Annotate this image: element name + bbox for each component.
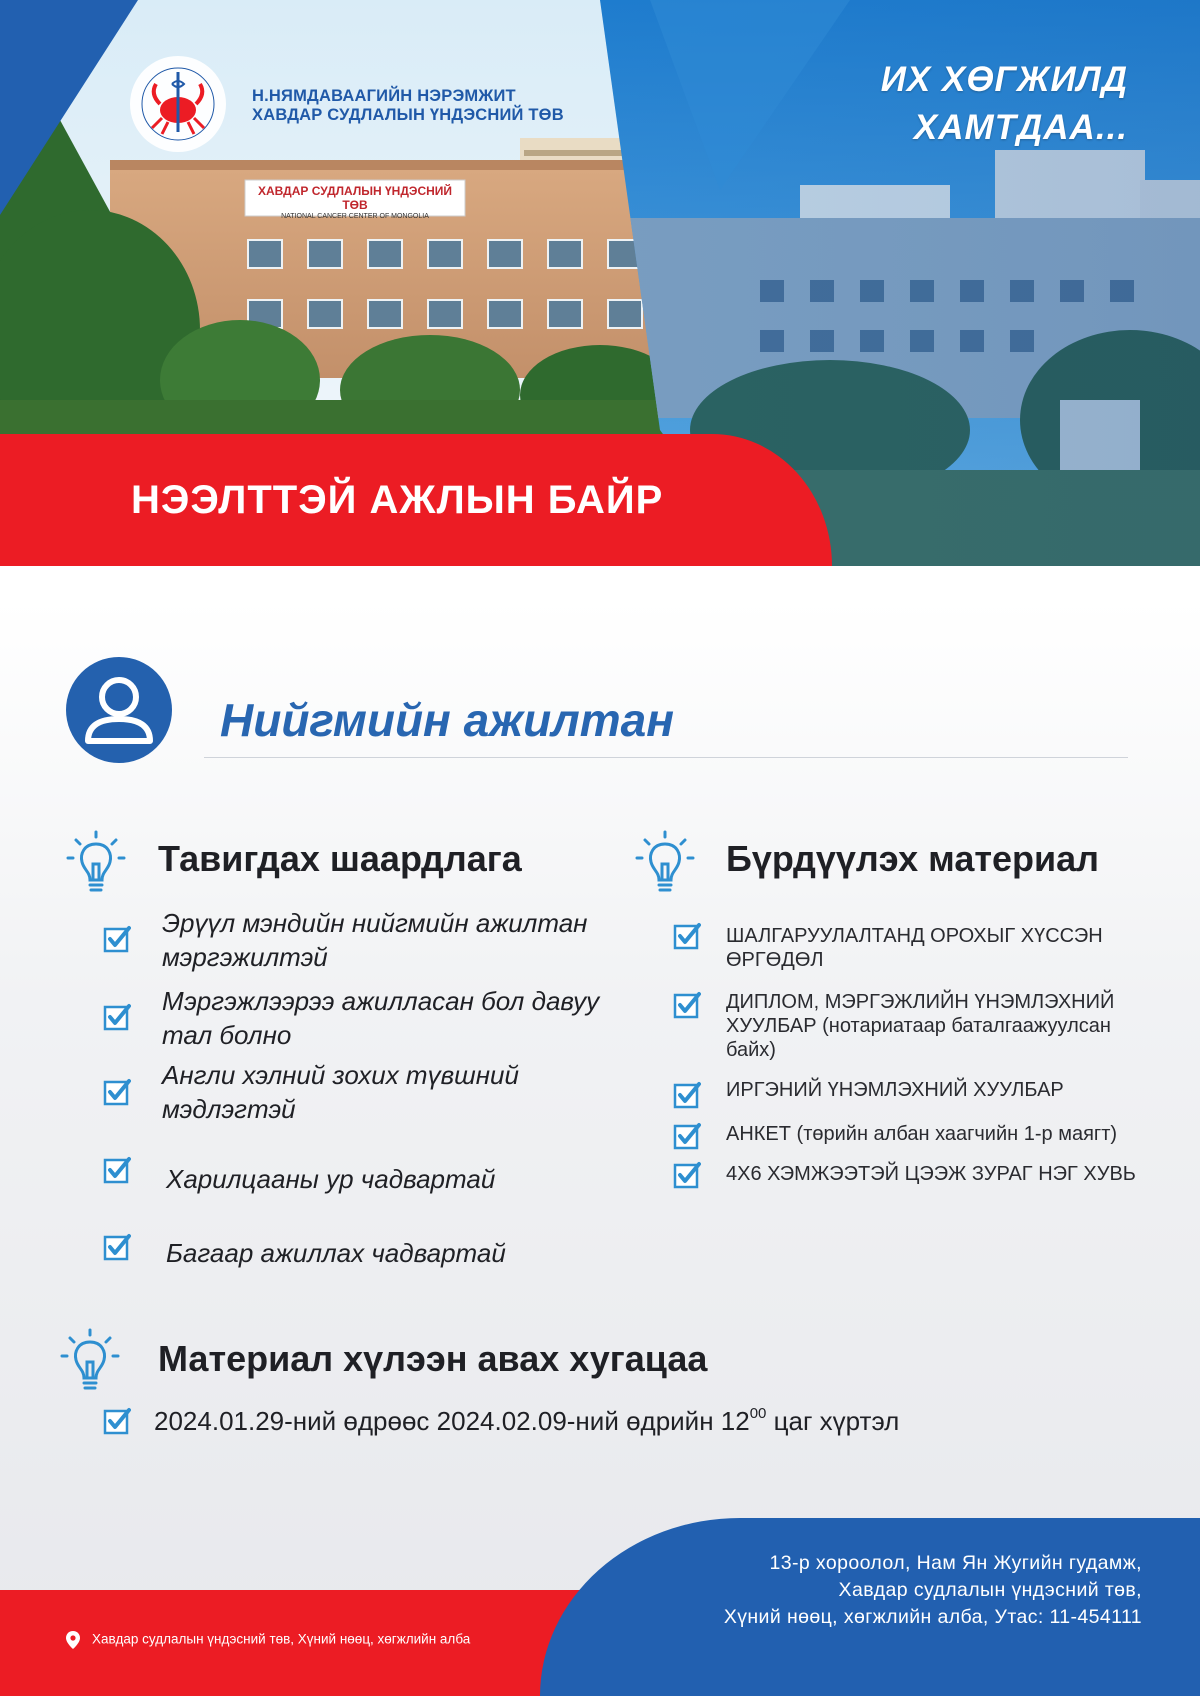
deadline-text <box>154 1405 899 1437</box>
footer-address-line-3: Хүний нөөц, хөгжлийн алба, Утас: 11-454111 <box>723 1606 1142 1628</box>
requirements-heading: Тавигдах шаардлага <box>158 838 522 879</box>
checkbox-checked-icon <box>673 991 701 1019</box>
list-item: ДИПЛОМ, МЭРГЭЖЛИЙН ҮНЭМЛЭХНИЙ ХУУЛБАР (нотариатаар баталгаажуулсан байх) <box>726 991 1115 1061</box>
footer-address <box>724 1550 1142 1631</box>
deadline-dates: 2024.01.29-ний өдрөөс 2024.02.09-ний өдрийн 12 <box>154 1406 750 1436</box>
logo-line-1: Н.НЯМДАВААГИЙН НЭРЭМЖИТ <box>252 87 516 105</box>
list-item: Эрүүл мэндийн нийгмийн ажилтан мэргэжилтэй <box>162 908 588 972</box>
checkbox-checked-icon <box>673 922 701 950</box>
vacancy-banner <box>0 434 832 566</box>
list-item: Багаар ажиллах чадвартай <box>166 1238 506 1268</box>
building-sign-sub: NATIONAL CANCER CENTER OF MONGOLIA <box>281 213 429 220</box>
vacancy-banner-title: НЭЭЛТТЭЙ АЖЛЫН БАЙР <box>131 478 664 522</box>
checkbox-checked-icon <box>673 1161 701 1189</box>
footer-location <box>66 1631 470 1649</box>
list-item: 4X6 ХЭМЖЭЭТЭЙ ЦЭЭЖ ЗУРАГ НЭГ ХУВЬ <box>726 1163 1136 1185</box>
location-pin-icon <box>66 1631 80 1649</box>
deadline-suffix: цаг хүртэл <box>766 1406 900 1436</box>
checkbox-checked-icon <box>673 1122 701 1150</box>
materials-heading: Бүрдүүлэх материал <box>726 838 1100 879</box>
cancer-center-logo <box>128 54 228 154</box>
lightbulb-icon <box>64 828 128 896</box>
checkbox-checked-icon <box>103 1078 131 1106</box>
building-sign-main: ХАВДАР СУДЛАЛЫН ҮНДЭСНИЙ ТӨВ <box>257 184 453 212</box>
slogan-line-2: ХАМТДАА... <box>913 108 1128 147</box>
divider <box>204 757 1128 758</box>
lightbulb-icon <box>633 828 697 896</box>
checkbox-checked-icon <box>673 1081 701 1109</box>
deadline-hour-superscript: 00 <box>749 1405 767 1422</box>
list-item: АНКЕТ (төрийн албан хаагчийн 1-р маягт) <box>726 1123 1118 1145</box>
list-item: ИРГЭНИЙ ҮНЭМЛЭХНИЙ ХУУЛБАР <box>726 1079 1064 1101</box>
slogan-line-1: ИХ ХӨГЖИЛД <box>880 60 1128 99</box>
hero-section <box>0 0 1200 566</box>
checkbox-checked-icon <box>103 1003 131 1031</box>
checkbox-checked-icon <box>103 1407 131 1435</box>
slogan <box>881 56 1128 152</box>
list-item: Англи хэлний зохих түвшний мэдлэгтэй <box>162 1060 519 1124</box>
building-sign <box>250 184 460 221</box>
footer-address-line-1: 13-р хороолол, Нам Ян Жугийн гудамж, <box>769 1552 1142 1574</box>
logo-line-2: ХАВДАР СУДЛАЛЫН ҮНДЭСНИЙ ТӨВ <box>252 106 564 124</box>
lightbulb-icon <box>58 1326 122 1394</box>
list-item: ШАЛГАРУУЛАЛТАНД ОРОХЫГ ХҮССЭН ӨРГӨДӨЛ <box>726 925 1103 971</box>
checkbox-checked-icon <box>103 1156 131 1184</box>
logo-text <box>252 87 564 125</box>
list-item: Мэргэжлээрээ ажилласан бол давуу тал болно <box>162 986 600 1050</box>
footer-address-line-2: Хавдар судлалын үндэсний төв, <box>838 1579 1142 1601</box>
list-item: Харилцааны ур чадвартай <box>166 1164 496 1194</box>
job-title: Нийгмийн ажилтан <box>220 694 675 746</box>
footer-location-text: Хавдар судлалын үндэсний төв, Хүний нөөц, хөгжлийн алба <box>92 1631 471 1647</box>
deadline-heading: Материал хүлээн авах хугацаа <box>158 1338 708 1379</box>
checkbox-checked-icon <box>103 925 131 953</box>
checkbox-checked-icon <box>103 1233 131 1261</box>
user-avatar-icon <box>66 657 172 763</box>
